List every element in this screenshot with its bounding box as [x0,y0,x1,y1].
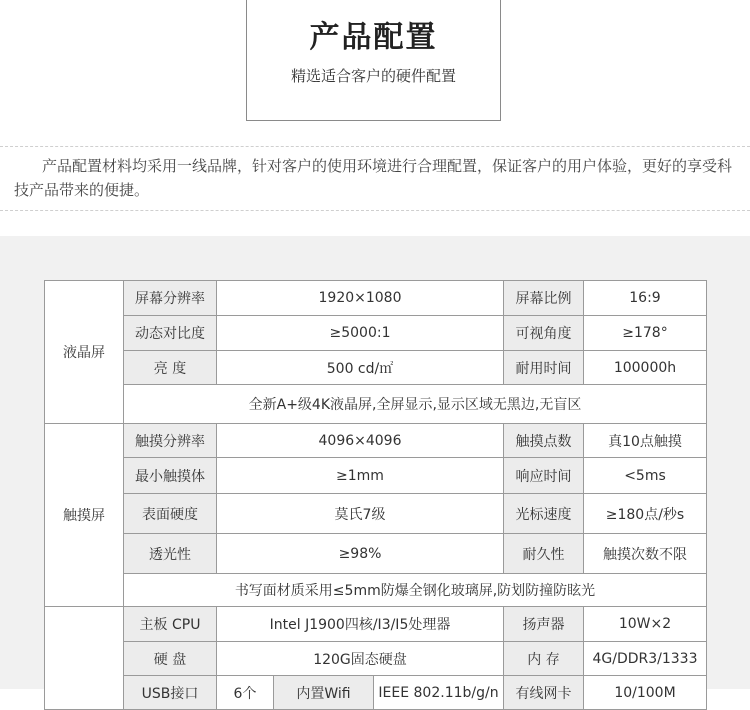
spec-value: <5ms [584,458,707,494]
spec-value: ≥1mm [217,458,504,494]
spec-value: 10/100M [584,676,707,710]
spec-value: 100000h [584,351,707,385]
spec-label: 亮 度 [124,351,217,385]
category-touch: 触摸屏 [45,424,124,607]
category-host [45,607,124,710]
table-row [45,385,707,424]
section-title: 产品配置 [309,20,438,55]
spec-label: 透光性 [124,534,217,574]
spec-label: 可视角度 [504,316,584,351]
spec-label: 主板 CPU [124,607,217,642]
spec-value: 500 cd/㎡ [217,351,504,385]
spec-value: ≥178° [584,316,707,351]
table-row [45,351,707,385]
table-row [45,281,707,316]
table-row [45,607,707,642]
spec-label: 动态对比度 [124,316,217,351]
spec-label: 内置Wifi [274,676,374,710]
dotted-divider-bottom [0,210,750,211]
spec-value: 莫氏7级 [217,494,504,534]
intro-paragraph: 产品配置材料均采用一线品牌，针对客户的使用环境进行合理配置，保证客户的用户体验，更好的享受科技产品带来的便捷。 [14,157,733,199]
spec-table [44,280,707,710]
spec-label: 耐用时间 [504,351,584,385]
spec-value: 1920×1080 [217,281,504,316]
spec-label: 表面硬度 [124,494,217,534]
spec-value: 16:9 [584,281,707,316]
section-title-box [246,0,501,121]
spec-label: 有线网卡 [504,676,584,710]
spec-label: USB接口 [124,676,217,710]
table-row [45,458,707,494]
spec-note: 全新A+级4K液晶屏,全屏显示,显示区域无黑边,无盲区 [124,385,707,424]
spec-label: 光标速度 [504,494,584,534]
spec-label: 触摸点数 [504,424,584,458]
spec-label: 扬声器 [504,607,584,642]
spec-label: 内 存 [504,642,584,676]
spec-label: 响应时间 [504,458,584,494]
table-row [45,574,707,607]
spec-label: 屏幕分辨率 [124,281,217,316]
spec-value: 触摸次数不限 [584,534,707,574]
spec-value: 120G固态硬盘 [217,642,504,676]
spec-label: 触摸分辨率 [124,424,217,458]
spec-label: 耐久性 [504,534,584,574]
spec-value: IEEE 802.11b/g/n [374,676,504,710]
section-subtitle: 精选适合客户的硬件配置 [290,67,456,85]
spec-value: ≥5000:1 [217,316,504,351]
spec-value: 4096×4096 [217,424,504,458]
spec-label: 屏幕比例 [504,281,584,316]
table-row [45,316,707,351]
category-lcd: 液晶屏 [45,281,124,424]
spec-value: 6个 [217,676,274,710]
spec-value: 真10点触摸 [584,424,707,458]
spec-value: 4G/DDR3/1333 [584,642,707,676]
table-row [45,424,707,458]
table-row [45,676,707,710]
spec-value: Intel J1900四核/I3/I5处理器 [217,607,504,642]
spec-label: 硬 盘 [124,642,217,676]
table-row [45,494,707,534]
spec-label: 最小触摸体 [124,458,217,494]
spec-note: 书写面材质采用≤5mm防爆全钢化玻璃屏,防划防撞防眩光 [124,574,707,607]
dotted-divider-top [0,146,750,147]
spec-value: 10W×2 [584,607,707,642]
spec-value: ≥180点/秒s [584,494,707,534]
spec-value: ≥98% [217,534,504,574]
table-row [45,534,707,574]
table-row [45,642,707,676]
